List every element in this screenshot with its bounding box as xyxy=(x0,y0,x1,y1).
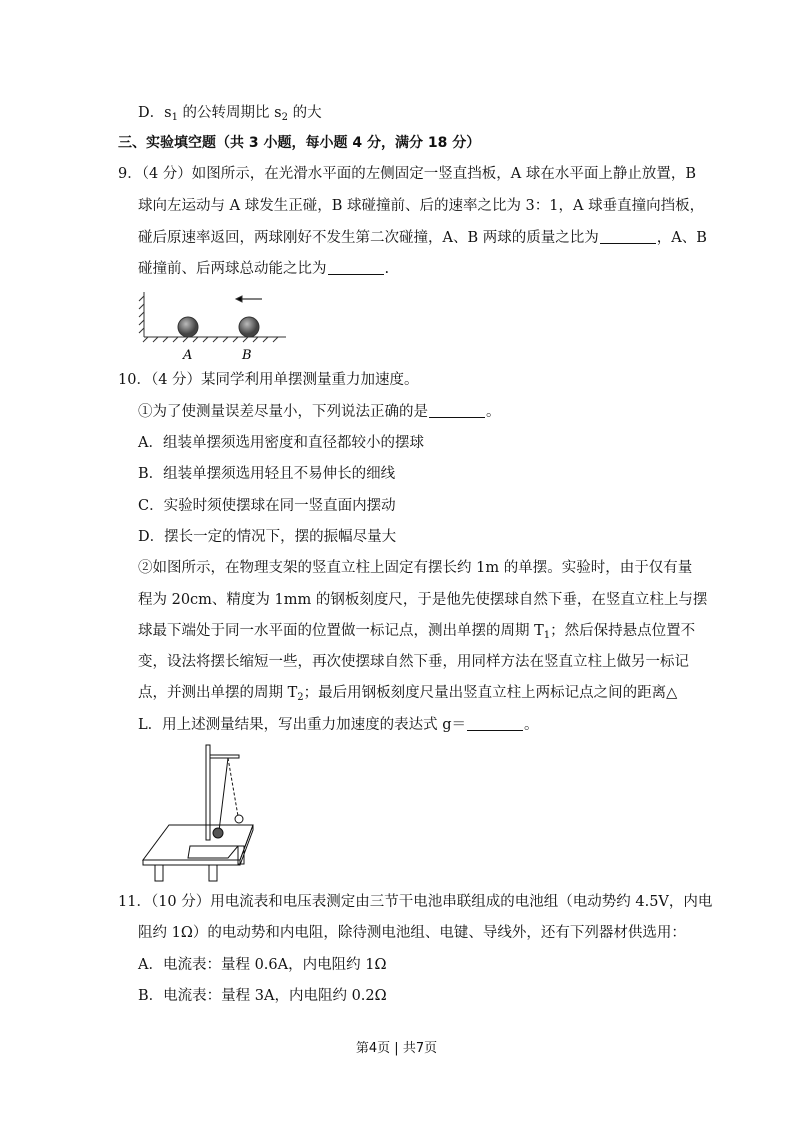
q10-title: 10．（4 分）某同学利用单摆测量重力加速度。 xyxy=(118,372,419,388)
text: D．s xyxy=(138,105,172,121)
q10-part2-line xyxy=(138,684,677,702)
text: L．用上述测量结果，写出重力加速度的表达式 g＝ xyxy=(138,717,467,733)
text: 。 xyxy=(524,717,539,733)
text: . xyxy=(384,261,390,277)
q10-part1 xyxy=(138,403,501,421)
q10-part2-line: ②如图所示，在物理支架的竖直立柱上固定有摆长约 1m 的单摆。实验时，由于仅有量 xyxy=(138,560,693,576)
q9-line xyxy=(138,229,707,247)
text: 球最下端处于同一水平面的位置做一标记点，测出单摆的周期 T xyxy=(138,623,544,639)
q10-part2-line xyxy=(138,622,695,640)
ball-a xyxy=(178,317,198,337)
pendulum-figure xyxy=(135,740,275,885)
q8-option-d xyxy=(138,104,322,122)
answer-blank[interactable] xyxy=(600,229,656,244)
q10-part2-line: 变，设法将摆长缩短一些，再次使摆球自然下垂，用同样方法在竖直立柱上做另一标记 xyxy=(138,654,689,670)
text: ①为了使测量误差尽量小，下列说法正确的是 xyxy=(138,404,428,420)
q10-part2-line: 程为 20cm、精度为 1mm 的钢板刻度尺，于是他先使摆球自然下垂，在竖直立柱上与摆 xyxy=(138,592,708,608)
text: ；最后用钢板刻度尺量出竖直立柱上两标记点之间的距离△ xyxy=(303,685,678,701)
q10-part2-line xyxy=(138,716,539,734)
collision-figure xyxy=(138,288,298,366)
q10-option-b: B．组装单摆须选用轻且不易伸长的细线 xyxy=(138,466,396,482)
text: 点，并测出单摆的周期 T xyxy=(138,685,298,701)
subscript: 1 xyxy=(171,112,178,123)
q10-option-c: C．实验时须使摆球在同一竖直面内摆动 xyxy=(138,498,396,514)
q11-option-a: A．电流表：量程 0.6A，内电阻约 1Ω xyxy=(138,957,387,973)
text: 碰后原速率返回，两球刚好不发生第二次碰撞，A、B 两球的质量之比为 xyxy=(138,230,599,246)
subscript: 2 xyxy=(297,692,304,703)
text: 。 xyxy=(486,404,501,420)
q10-option-a: A．组装单摆须选用密度和直径都较小的摆球 xyxy=(138,435,424,451)
section-heading: 三、实验填空题（共 3 小题，每小题 4 分，满分 18 分） xyxy=(118,135,481,151)
q11-line: 阻约 1Ω）的电动势和内电阻，除待测电池组、电键、导线外，还有下列器材供选用： xyxy=(138,925,686,941)
answer-blank[interactable] xyxy=(429,403,485,418)
answer-blank[interactable] xyxy=(467,716,523,731)
page-footer: 第4页 | 共7页 xyxy=(355,1041,438,1056)
text: 的公转周期比 s xyxy=(177,105,282,121)
q9-line: 球向左运动与 A 球发生正碰，B 球碰撞前、后的速率之比为 3：1，A 球垂直撞向挡板， xyxy=(138,198,705,214)
text: 的大 xyxy=(288,105,322,121)
text: ，A、B xyxy=(656,230,707,246)
subscript: 2 xyxy=(281,112,288,123)
ball-b xyxy=(239,317,259,337)
answer-blank[interactable] xyxy=(328,260,384,275)
label-a: A xyxy=(183,348,193,363)
subscript: 1 xyxy=(543,630,551,641)
q11-line: 11．（10 分）用电流表和电压表测定由三节干电池串联组成的电池组（电动势约 4.5V，内电 xyxy=(118,894,713,910)
label-b: B xyxy=(242,348,252,363)
text: ；然后保持悬点位置不 xyxy=(550,623,696,639)
q11-option-b: B．电流表：量程 3A，内电阻约 0.2Ω xyxy=(138,988,387,1004)
text: 碰撞前、后两球总动能之比为 xyxy=(138,261,327,277)
q9-line xyxy=(138,260,389,278)
q10-option-d: D．摆长一定的情况下，摆的振幅尽量大 xyxy=(138,529,397,545)
q9-line: 9．（4 分）如图所示，在光滑水平面的左侧固定一竖直挡板，A 球在水平面上静止放置，B xyxy=(118,166,697,182)
